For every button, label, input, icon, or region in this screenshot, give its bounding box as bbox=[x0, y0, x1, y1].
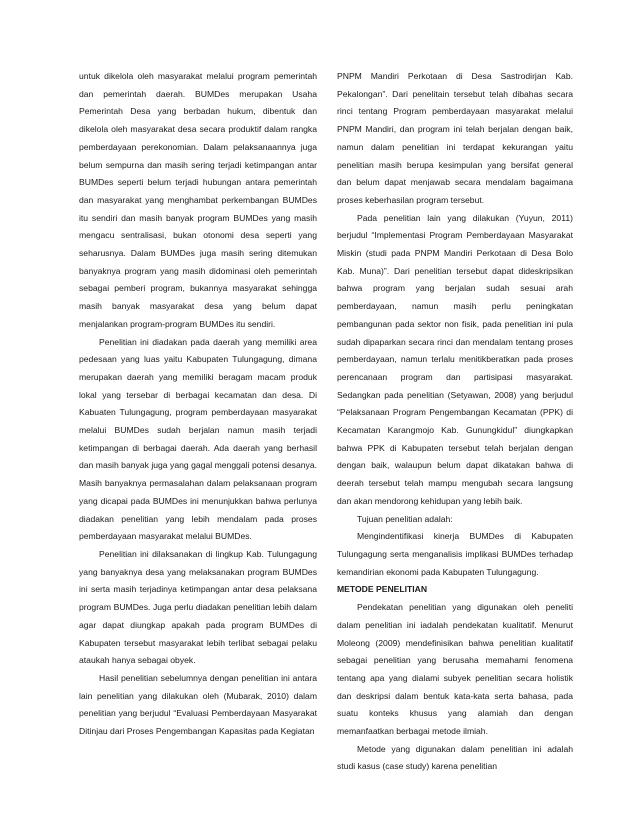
left-paragraph-2: Penelitian ini diadakan pada daerah yang memiliki area pedesaan yang luas yaitu Kabupaten Tulungagung, dimana merupakan daerah yang memiliki beragam macam produk lokal yang tersebar di berbagai kecamatan dan desa. Di Kabuaten Tulungagung, program pemberdayaan masyarakat melalui BUMDes sudah berjalan namun masih terjadi ketimpangan di berbagai daerah. Ada daerah yang berhasil dan masih banyak juga yang gagal menggali potensi desanya. Masih banyaknya permasalahan dalam pelaksanaan program yang dicapai pada BUMDes ini menunjukkan bahwa perlunya diadakan penelitian yang lebih mendalam pada proses pemberdayaan masyarakat melalui BUMDes. bbox=[79, 336, 317, 542]
right-paragraph-1: PNPM Mandiri Perkotaan di Desa Sastrodirjan Kab. Pekalongan”. Dari penelitain tersebut telah dibahas secara rinci tentang Program pemberdayaan masyarakat melalui PNPM Mandiri, dan program ini telah berjalan dengan baik, namun dalam penelitian ini terdapat kekurangan yaitu penelitian masih berupa kesimpulan yang bersifat general dan belum dapat menjawab secara mendalam bagaimana proses keberhasilan program tersebut. bbox=[337, 71, 573, 205]
section-heading-metode: METODE PENELITIAN bbox=[337, 584, 428, 595]
left-column bbox=[79, 68, 317, 741]
left-paragraph-1: untuk dikelola oleh masyarakat melalui program pemerintah dan pemerintah daerah. BUMDes merupakan Usaha Pemerintah Desa yang berbadan hukum, dibentuk dan dikelola oleh masyarakat desa secara produktif dalam rangka pemberdayaan perekonomian. Dalam pelaksanaannya juga belum sempurna dan masih sering terjadi ketimpangan antar BUMDes seperti belum terjadi hubungan antara pemerintah dan masyarakat yang menghambat perkembangan BUMDes itu sendiri dan masih banyak program BUMDes yang masih mengacu sentralisasi, bukan otonomi desa seperti yang seharusnya. Dalam BUMDes juga masih sering ditemukan banyaknya program yang masih didominasi oleh pemerintah sebagai pemberi program, bukannya masyarakat sehingga masih banyak masyarakat desa yang belum dapat menjalankan program-program BUMDes itu sendiri. bbox=[79, 71, 317, 329]
method-paragraph-2: Metode yang digunakan dalam penelitian ini adalah studi kasus (case study) karena penelitian bbox=[337, 743, 573, 772]
research-goal-label: Tujuan penelitian adalah: bbox=[357, 513, 453, 524]
left-paragraph-3: Penelitian ini dilaksanakan di lingkup Kab. Tulungagung yang banyaknya desa yang melaksanakan program BUMDes ini serta masih terjadinya ketimpangan antar desa pelaksana program BUMDes. Juga perlu diadakan penelitian lebih dalam agar dapat diungkap apakah pada program BUMDes di Kabupaten tersebut masyarakat lebih terlibat sebagai pelaku ataukah hanya sebagai obyek. bbox=[79, 548, 317, 666]
right-paragraph-2: Pada penelitian lain yang dilakukan (Yuyun, 2011) berjudul “Implementasi Program Pemberdayaan Masyarakat Miskin (studi pada PNPM Mandiri Perkotaan di Desa Bolo Kab. Muna)”. Dari penelitian tersebut dapat dideskripsikan bahwa program yang berjalan sudah sesuai arah pemberdayaan, namun masih perlu peningkatan pembangunan pada sektor non fisik, pada penelitian ini pula sudah dipaparkan secara rinci dan mendalam tentang proses pemberdayaan, namun terlalu menitikberatkan pada proses perencanaan program dan partisipasi masyarakat. Sedangkan pada penelitian (Setyawan, 2008) yang berjudul “Pelaksanaan Program Pengembangan Kecamatan (PPK) di Kecamatan Karangmojo Kab. Gunungkidul” diungkapkan bahwa PPK di Kabupaten tersebut telah berjalan dengan dengan baik, walaupun belum dapat dikatakan bahwa di deerah tersebut telah mampu mengubah secara langsung dan akan mendorong kehidupan yang lebih baik. bbox=[337, 212, 573, 506]
research-goal-text: Mengindentifikasi kinerja BUMDes di Kabupaten Tulungagung serta menganalisis implikasi BUMDes terhadap kemandirian ekonomi pada Kabupaten Tulungagung. bbox=[337, 531, 573, 577]
right-column bbox=[337, 68, 573, 776]
left-paragraph-4: Hasil penelitian sebelumnya dengan penelitian ini antara lain penelitian yang dilakukan oleh (Mubarak, 2010) dalam penelitian yang berjudul “Evaluasi Pemberdayaan Masyarakat Ditinjau dari Proses Pengembangan Kapasitas pada Kegiatan bbox=[79, 672, 317, 737]
method-paragraph-1: Pendekatan penelitian yang digunakan oleh peneliti dalam penelitian ini iadalah pendekatan kualitatif. Menurut Moleong (2009) mendefinisikan bahwa penelitian kualitatif sebagai penelitian yang berusaha memahami fenomena tentang apa yang dialami subyek penelitian secara holistik dan deskripsi dalam bentuk kata-kata serta bahasa, pada suatu konteks khusus yang alamiah dan dengan memanfaatkan berbagai metode ilmiah. bbox=[337, 602, 573, 737]
